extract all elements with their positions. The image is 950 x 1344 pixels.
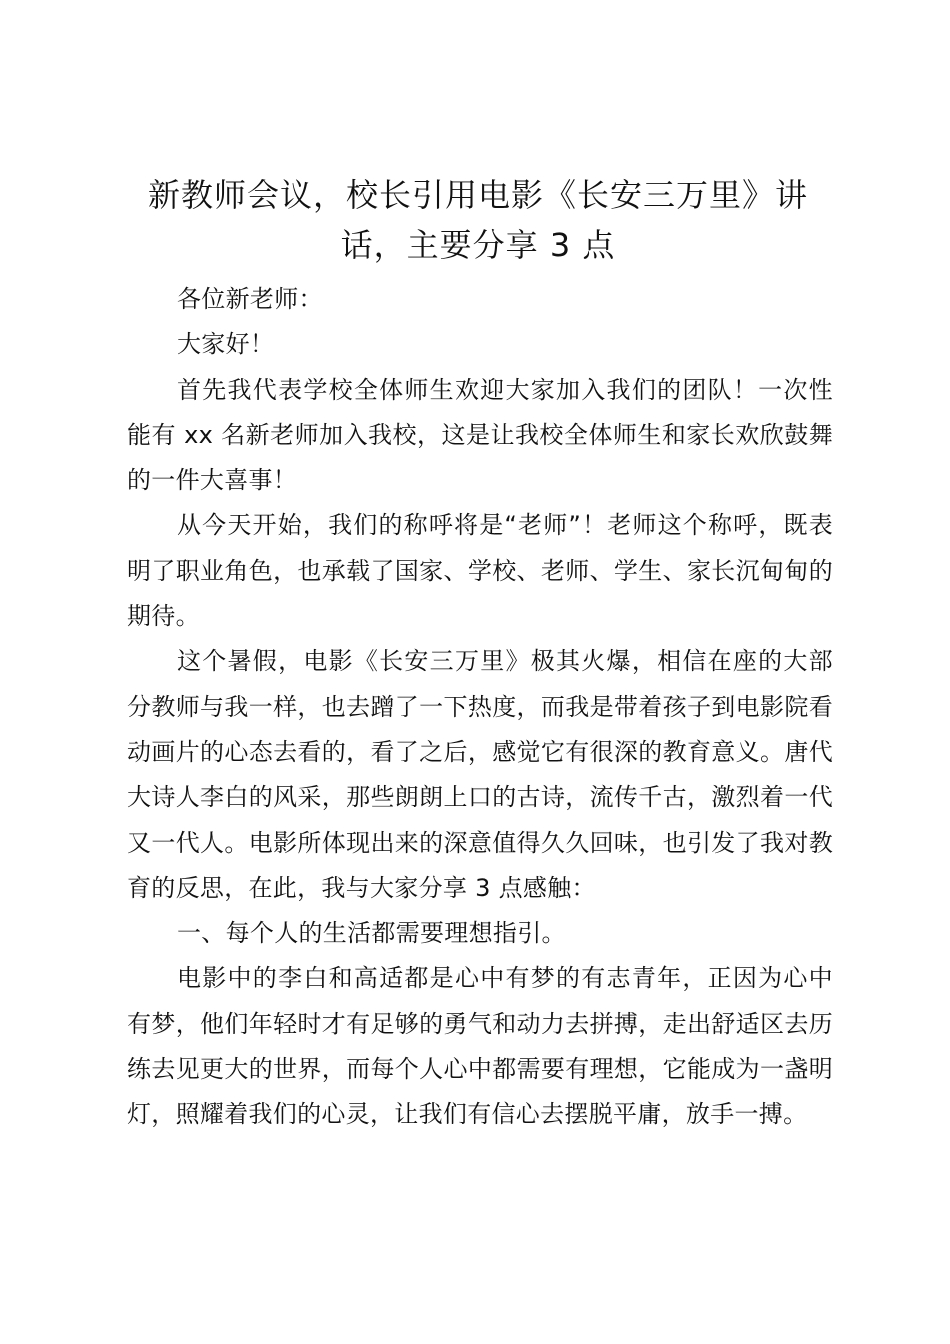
salutation-paragraph: 各位新老师： (177, 285, 323, 313)
welcome-paragraph: 首先我代表学校全体师生欢迎大家加入我们的团队！一次性能有 xx 名新老师加入我校，这是让我校全体师生和家长欢欣鼓舞的一件大喜事！ (127, 375, 833, 495)
movie-paragraph: 这个暑假，电影《长安三万里》极其火爆，相信在座的大部分教师与我一样，也去蹭了一下热度，而我是带着孩子到电影院看动画片的心态去看的，看了之后，感觉它有很深的教育意义。唐代大诗人李白的风采，那些朗朗上口的古诗，流传千古，激烈着一代又一代人。电影所体现出来的深意值得久久回味，也引发了我对教育的反思，在此，我与大家分享 3 点感触： (127, 647, 833, 902)
greeting-paragraph: 大家好！ (177, 330, 275, 359)
document-body (127, 277, 833, 1138)
ideal-paragraph: 电影中的李白和高适都是心中有梦的有志青年，正因为心中有梦，他们年轻时才有足够的勇气和动力去拼搏，走出舒适区去历练去见更大的世界，而每个人心中都需要有理想，它能成为一盏明灯，照耀着我们的心灵，让我们有信心去摆脱平庸，放手一搏。 (127, 964, 833, 1129)
section-heading-1: 一、每个人的生活都需要理想指引。 (177, 919, 566, 948)
teacher-title-paragraph: 从今天开始，我们的称呼将是“老师”！老师这个称呼，既表明了职业角色，也承载了国家、学校、老师、学生、家长沉甸甸的期待。 (127, 511, 833, 631)
document-title: 新教师会议，校长引用电影《长安三万里》讲话，主要分享 3 点 (147, 176, 808, 264)
